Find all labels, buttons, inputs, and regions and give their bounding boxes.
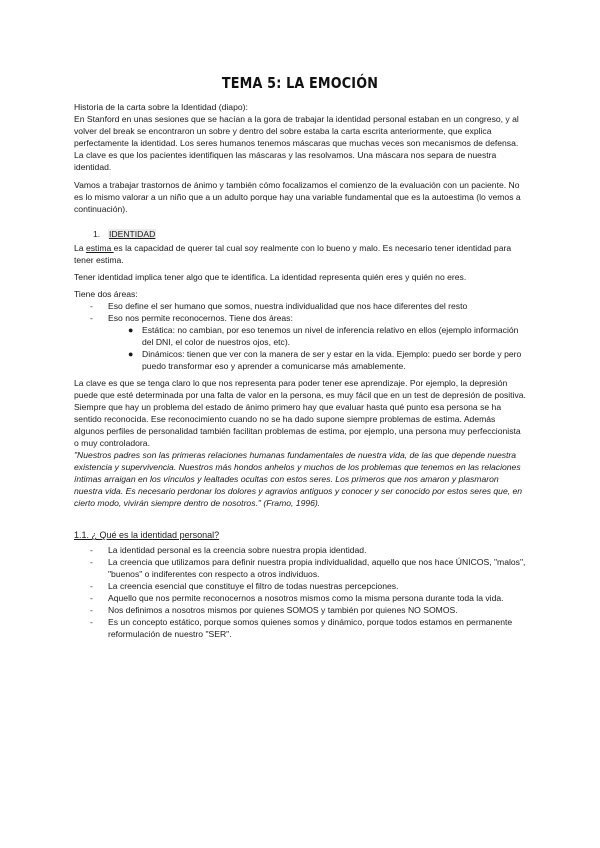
list-item-text: Dinámicos: tienen que ver con la manera de ser y estar en la vida. Ejemplo: puedo ser borde y pero puedo transformar eso y aprender a comunicarse más amablemente.: [142, 349, 522, 371]
list-item-text: Eso define el ser humano que somos, nuestra individualidad que nos hace diferentes del resto: [108, 301, 468, 311]
list-item: [90, 604, 526, 616]
bullet-icon: ●: [128, 325, 134, 335]
subsection-heading: [74, 529, 526, 541]
section-number: 1.: [93, 229, 101, 239]
list-item-text: La creencia esencial que constituye el filtro de todas nuestras percepciones.: [108, 581, 399, 591]
list-item: [90, 592, 526, 604]
list-item: [90, 616, 526, 640]
dash-marker: -: [90, 557, 93, 567]
identity-paragraph: Tener identidad implica tener algo que te identifica. La identidad representa quién eres y quién no eres.: [74, 272, 467, 282]
list-item-text: La creencia que utilizamos para definir nuestra propia individualidad, aquello que nos hace ÚNICOS, "malos", "buenos" o indiferentes con respecto a otros individuos.: [108, 557, 526, 579]
areas-list: [74, 300, 526, 372]
intro-story: En Stanford en unas sesiones que se hacían a la gora de trabajar la identidad personal estaban en un congreso, y al volver del break se encontraron un sobre y dentro del sobre estaba la carta escrita anteriormente, que explica perfectamente la identidad. Los seres humanos tenemos máscaras que muchas veces son mecanismos de defensa. La clave es que los pacientes identifiquen las máscaras y las resolvamos. Una máscara nos separa de nuestra identidad.: [74, 114, 519, 172]
section-identidad-heading: [93, 228, 526, 240]
list-item: [128, 348, 526, 372]
page-title: TEMA 5: LA EMOCIÓN: [221, 74, 379, 92]
list-item: [90, 300, 526, 312]
list-item-text: Aquello que nos permite reconocernos a nosotros mismos como la misma persona durante toda la vida.: [108, 593, 504, 603]
estima-post: es la capacidad de querer tal cual soy realmente con lo bueno y malo. Es necesario tener identidad para tener estima.: [74, 243, 512, 265]
framo-quote: "Nuestros padres son las primeras relaciones humanas fundamentales de nuestra vida, de las que depende nuestra existencia y supervivencia. Nuestros más hondos anhelos y muchos de los problemas que tenemos en las relaciones íntimas arraigan en los vínculos y lealtades ocultas con estos seres. Los primeros que nos amaron y plasmaron nuestra vida. Es necesario perdonar los dolores y agravios antiguos y conocer y ser conocido por estos seres que, en cierto modo, vivirán siempre dentro de nosotros." (Framo, 1996).: [74, 450, 523, 508]
dash-marker: -: [90, 617, 93, 627]
list-item: [90, 312, 526, 372]
identity-list: [74, 544, 526, 640]
estima-pre: La: [74, 243, 86, 253]
dash-marker: -: [90, 301, 93, 311]
key-paragraph: La clave es que se tenga claro lo que nos representa para poder tener ese aprendizaje. Por ejemplo, la depresión puede que esté determinada por una falta de valor en la persona, es muy fácil que en un test de depresión de positiva. Siempre que hay un problema del estado de ánimo primero hay que evaluar hasta qué punto esa persona se ha sentido reconocida. Ese reconocimiento cuando no se ha dado supone siempre problemas de estima. Además algunos perfiles de personalidad también facilitan problemas de estima, por ejemplo, una persona muy perfeccionista o muy controladora.: [74, 378, 526, 448]
dash-marker: -: [90, 545, 93, 555]
list-item: [90, 580, 526, 592]
list-item: [128, 324, 526, 348]
dash-marker: -: [90, 605, 93, 615]
areas-intro: Tiene dos áreas:: [74, 289, 138, 299]
dash-marker: -: [90, 313, 93, 323]
list-item-text: Nos definimos a nosotros mismos por quienes SOMOS y también por quienes NO SOMOS.: [108, 605, 458, 615]
estima-word: estima: [85, 243, 114, 253]
intro-heading: Historia de la carta sobre la Identidad (diapo):: [74, 102, 248, 112]
list-item-text: Es un concepto estático, porque somos quienes somos y dinámico, porque todos estamos en permanente reformulación de nuestro "SER".: [108, 617, 513, 639]
list-item-text: La identidad personal es la creencia sobre nuestra propia identidad.: [108, 545, 367, 555]
estima-paragraph: [74, 242, 526, 266]
list-item: [90, 544, 526, 556]
subareas-list: [108, 324, 526, 372]
bullet-icon: ●: [128, 349, 134, 359]
list-item-text: Estática: no cambian, por eso tenemos un nivel de inferencia relativo en ellos (ejemplo información del DNI, el color de nuestros ojos, etc).: [142, 325, 519, 347]
list-item: [90, 556, 526, 580]
list-item-text: Eso nos permite reconocernos. Tiene dos áreas:: [108, 313, 293, 323]
section-label: IDENTIDAD: [109, 229, 156, 239]
intro-work: Vamos a trabajar trastornos de ánimo y también cómo focalizamos el comienzo de la evaluación con un paciente. No es lo mismo valorar a un niño que a un adulto porque hay una variable fundamental que es la autoestima (lo vemos a continuación).: [74, 180, 521, 214]
dash-marker: -: [90, 581, 93, 591]
dash-marker: -: [90, 593, 93, 603]
subsection-heading-text: 1.1. ¿ Qué es la identidad personal?: [74, 530, 220, 540]
